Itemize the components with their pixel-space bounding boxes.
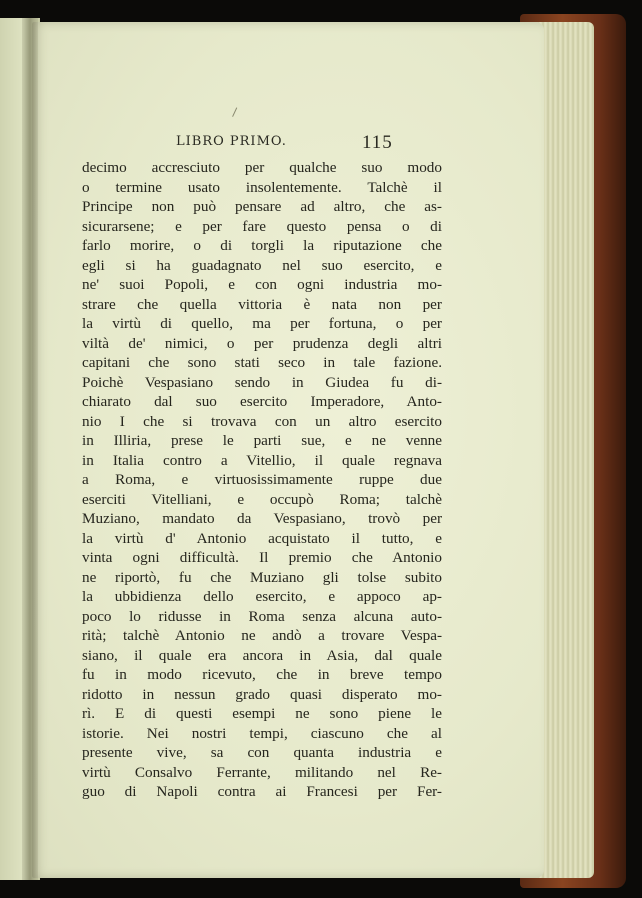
text-line: ridotto in nessun grado quasi disperato mo- (82, 685, 442, 703)
text-line: ne' suoi Popoli, e con ogni industria mo- (82, 276, 442, 293)
text-line: decimo accresciuto per qualche suo modo (82, 159, 442, 176)
text-line: strare che quella vittoria è nata non per (82, 295, 442, 313)
text-line: rì. E di questi esempi ne sono piene le (82, 705, 442, 722)
text-line: in Italia contro a Vitellio, il quale regnava (82, 451, 442, 469)
text-line: virtù Consalvo Ferrante, militando nel Re- (82, 763, 442, 781)
text-line: farlo morire, o di torgli la riputazione che (82, 237, 442, 254)
text-line: la ubbidienza dello esercito, e appoco ap- (82, 588, 442, 605)
text-line: sicurarsene; e per fare questo pensa o di (82, 217, 442, 235)
text-line: viltà de' nimici, o per prudenza degli altri (82, 334, 442, 352)
body-text (82, 158, 442, 802)
text-line: capitani che sono stati seco in tale fazione. (82, 354, 442, 371)
book-page (32, 22, 544, 878)
text-line: in Illiria, prese le parti sue, e ne venne (82, 432, 442, 449)
text-line: a Roma, e virtuosissimamente ruppe due (82, 471, 442, 488)
stray-pencil-mark (232, 107, 241, 118)
text-line: istorie. Nei nostri tempi, ciascuno che al (82, 724, 442, 742)
text-line: chiarato dal suo esercito Imperadore, Anto- (82, 393, 442, 410)
text-line: nio I che si trovava con un altro esercito (82, 412, 442, 430)
text-line: presente vive, sa con quanta industria e (82, 744, 442, 761)
running-head: LIBRO PRIMO. (176, 134, 287, 149)
text-line: siano, il quale era ancora in Asia, dal quale (82, 646, 442, 664)
text-line: la virtù di quello, ma per fortuna, o per (82, 315, 442, 332)
text-line: vinta ogni difficultà. Il premio che Antonio (82, 549, 442, 566)
text-line: o termine usato insolentemente. Talchè il (82, 178, 442, 196)
text-line: poco lo ridusse in Roma senza alcuna auto- (82, 607, 442, 625)
text-line: fu in modo ricevuto, che in breve tempo (82, 666, 442, 683)
text-line: egli si ha guadagnato nel suo esercito, e (82, 256, 442, 274)
page-number: 115 (362, 132, 393, 153)
text-line: ne riportò, fu che Muziano gli tolse subito (82, 568, 442, 586)
page-header (32, 132, 544, 156)
text-line: eserciti Vitelliani, e occupò Roma; talchè (82, 490, 442, 508)
text-line: Muziano, mandato da Vespasiano, trovò per (82, 510, 442, 527)
text-line: Principe non può pensare ad altro, che as- (82, 198, 442, 215)
text-line: Poichè Vespasiano sendo in Giudea fu di- (82, 373, 442, 391)
text-line: rità; talchè Antonio ne andò a trovare Vespa- (82, 627, 442, 644)
page-gutter-shadow (22, 18, 38, 880)
text-line: guo di Napoli contra ai Francesi per Fer- (82, 783, 442, 800)
text-line: la virtù d' Antonio acquistato il tutto, e (82, 529, 442, 547)
